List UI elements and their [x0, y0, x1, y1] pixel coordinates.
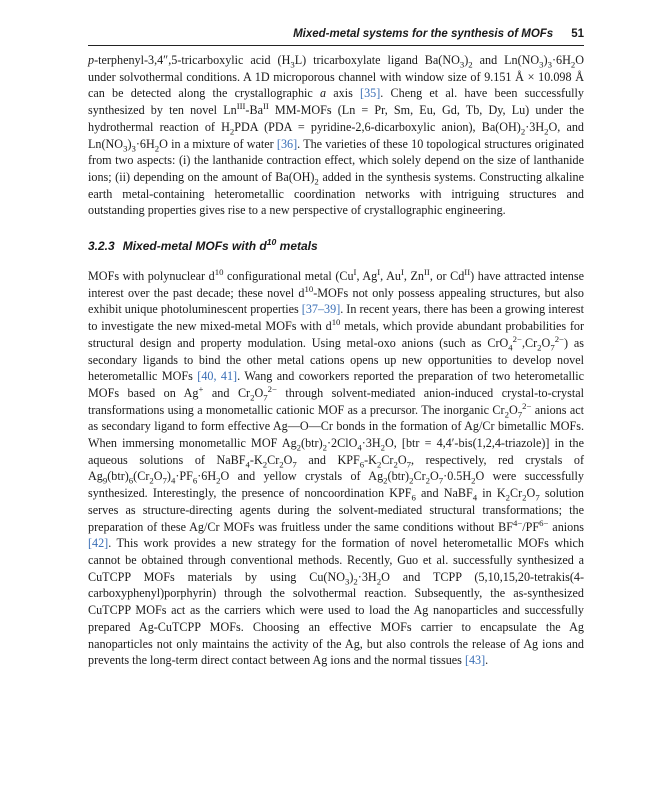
- subscript: 2: [522, 492, 527, 503]
- text-run: MOFs with polynuclear d: [88, 269, 215, 284]
- text-run: ·6H: [197, 469, 217, 484]
- subscript: 6: [192, 475, 198, 486]
- subscript: 2: [468, 59, 473, 70]
- subscript: 4: [170, 475, 176, 486]
- subscript: 7: [406, 459, 411, 470]
- text-run: . The varieties of these 10 topological structures originated from two aspects: (i) the lanthanide contraction effect, which solely depend on the size of lanthanide ions; (ii) depending on the amount of Ba(OH): [88, 136, 584, 184]
- text-run: ): [166, 469, 171, 484]
- text-run: a: [320, 86, 327, 101]
- text-run: solution serves as structure-directing agents during the solvent-mediated structural transformations; the preparation of these Ag/Cr MOFs was fruitless under the same conditions without BF: [88, 486, 584, 534]
- text-run: configurational metal (Cu: [223, 269, 354, 284]
- text-run: -K: [364, 452, 377, 467]
- subscript: 2: [296, 442, 302, 453]
- subscript: 9: [102, 475, 108, 486]
- running-title: Mixed-metal systems for the synthesis of MOFs: [293, 28, 554, 40]
- section-heading: [88, 238, 584, 254]
- text-run: O and TCPP (5,10,15,20-tetrakis(4-carboxyphenyl)porphyrin) through the solvothermal reaction. Subsequently, the as-synthesized CuTCPP MOFs act as the carriers which were used to load the Ag nanoparticles and successfully prepared Ag-CuTCPP MOFs. Choosing an effective MOFs carrier to encapsulate the Ag nanoparticles not only maintains the activity of the Ag, but also controls the release of Ag ions and prevents the long-term direct contact between Ag ions and the normal tissues: [88, 569, 584, 668]
- text-run: O under solvothermal conditions. A 1D microporous channel with window size of 9.151 Å × 10.098 Å can be detected along the crystallographic: [88, 53, 585, 101]
- superscript: III: [236, 101, 246, 112]
- section-number: 3.2.3: [88, 239, 115, 254]
- text-run: ) as secondary ligands to bind the other metal cations opens up new opportunities to develop novel heterometallic MOFs: [88, 335, 584, 384]
- subscript: 7: [263, 392, 268, 403]
- running-header: [88, 28, 584, 46]
- subscript: 4: [245, 459, 250, 470]
- subscript: 3: [290, 59, 295, 70]
- subscript: 7: [438, 475, 444, 486]
- reference-link[interactable]: [36]: [276, 136, 298, 151]
- superscript: 10: [304, 283, 314, 294]
- superscript: 4−: [512, 517, 523, 528]
- subscript: 2: [322, 442, 327, 453]
- text-run: ,Cr: [521, 335, 538, 350]
- text-run: axis: [326, 86, 361, 101]
- subscript: 4: [508, 342, 513, 353]
- subscript: 3: [345, 576, 350, 587]
- text-run: ·3H: [361, 436, 381, 451]
- subscript: 2: [425, 475, 430, 486]
- section-title-suffix: metals: [276, 239, 318, 254]
- text-run: ·6H: [135, 136, 155, 151]
- text-run: in K: [477, 486, 506, 501]
- superscript: 6−: [539, 517, 549, 528]
- superscript: 2−: [554, 333, 564, 344]
- text-run: and NaBF: [415, 486, 473, 501]
- text-run: O: [397, 452, 407, 467]
- text-run: O, and Ln(NO: [88, 119, 584, 151]
- text-run: O were successfully synthesized. Interestingly, the presence of noncoordination KPF: [88, 469, 584, 501]
- text-run: ·3H: [525, 119, 545, 134]
- text-run: ·PF: [175, 469, 193, 484]
- reference-link[interactable]: [37–39]: [301, 302, 341, 317]
- text-run: O: [254, 385, 264, 400]
- text-run: O in a mixture of water: [159, 136, 277, 151]
- text-run: -MOFs not only possess appealing structures, but also exhibit unique photoluminescent properties: [88, 285, 584, 317]
- text-run: O and yellow crystals of Ag: [220, 469, 384, 484]
- text-run: , or Cd: [429, 269, 465, 284]
- superscript: 2−: [267, 383, 277, 394]
- superscript: I: [400, 266, 404, 277]
- text-run: O: [541, 335, 551, 350]
- text-run: Cr: [510, 486, 523, 501]
- text-run: O: [153, 469, 163, 484]
- subscript: 3: [539, 59, 544, 70]
- reference-link[interactable]: [40, 41]: [197, 369, 238, 384]
- text-run: ·0.5H: [443, 469, 472, 484]
- superscript: 2−: [512, 333, 522, 344]
- paragraph-main: [88, 268, 584, 669]
- subscript: 2: [149, 475, 154, 486]
- text-run: anions: [548, 519, 584, 534]
- text-run: Cr: [413, 469, 426, 484]
- subscript: 2: [505, 492, 511, 503]
- text-run: .: [485, 653, 489, 668]
- subscript: 6: [411, 492, 416, 503]
- text-run: MM-MOFs (Ln = Pr, Sm, Eu, Gd, Tb, Dy, Lu) under the hydrothermal reaction of H: [88, 103, 584, 134]
- superscript: 10: [331, 317, 341, 328]
- page: [88, 28, 584, 669]
- text-run: , Au: [380, 269, 401, 284]
- subscript: 2: [314, 176, 319, 187]
- subscript: 2: [154, 142, 160, 153]
- text-run: , respectively, red crystals of Ag: [88, 452, 585, 484]
- page-number: 51: [571, 28, 584, 40]
- superscript: 2−: [522, 400, 532, 411]
- text-run: (btr): [301, 436, 323, 451]
- subscript: 7: [292, 459, 297, 470]
- reference-link[interactable]: [35]: [360, 86, 381, 101]
- subscript: 7: [535, 492, 540, 503]
- text-run: added in the synthesis systems. Constructing alkaline earth metal-containing heterometallic coordination networks with intriguing structures and outstanding properties gives rise to a new perspective of crystallographic engineering.: [88, 169, 584, 218]
- subscript: 2: [537, 342, 542, 353]
- subscript: 2: [471, 475, 476, 486]
- paragraph-intro: [88, 52, 584, 219]
- subscript: 2: [544, 126, 549, 137]
- subscript: 2: [570, 59, 576, 70]
- superscript: 10: [214, 266, 224, 277]
- text-run: , Zn: [403, 269, 424, 284]
- subscript: 2: [409, 475, 414, 486]
- subscript: 2: [393, 459, 398, 470]
- reference-link[interactable]: [43]: [464, 653, 486, 668]
- subscript: 2: [250, 392, 255, 403]
- section-title: Mixed-metal MOFs with d: [122, 239, 267, 254]
- text-run: metals, which provide abundant probabilities for structural design and property modulation. Using metal-oxo anions (such as CrO: [88, 319, 585, 350]
- subscript: 4: [472, 492, 478, 503]
- superscript: II: [423, 266, 430, 277]
- text-run: O, [btr = 4,4′-bis(1,2,4-triazole)] in the aqueous solutions of NaBF: [88, 436, 584, 467]
- text-run: ) have attracted intense interest over the past decade; these novel d: [88, 269, 584, 300]
- text-run: . This work provides a new strategy for the formation of novel heterometallic MOFs which cannot be obtained through conventional methods. Recently, Guo et al. successfully synthesized a CuTCPP MOFs materials by using Cu(NO: [88, 536, 584, 584]
- text-run: (btr): [387, 469, 410, 484]
- text-run: O: [430, 469, 439, 484]
- text-run: . Cheng et al. have been successfully synthesized by ten novel Ln: [88, 86, 584, 118]
- text-run: and Ln(NO: [472, 53, 540, 67]
- text-run: p: [88, 53, 95, 67]
- subscript: 2: [380, 442, 385, 453]
- text-run: O: [508, 402, 518, 417]
- text-run: . In recent years, there has been a growing interest to investigate the new mixed-metal MOFs with d: [88, 302, 584, 334]
- subscript: 6: [128, 475, 134, 486]
- superscript: II: [262, 101, 269, 112]
- text-run: Cr: [267, 452, 280, 467]
- text-run: ): [543, 53, 548, 67]
- text-run: and KPF: [296, 452, 360, 467]
- text-run: ): [127, 136, 132, 151]
- text-run: -Ba: [245, 103, 263, 118]
- superscript: II: [464, 266, 471, 277]
- text-run: , Ag: [356, 269, 378, 284]
- subscript: 2: [353, 576, 358, 587]
- text-run: (btr): [107, 469, 129, 484]
- text-run: ·2ClO: [327, 436, 358, 451]
- subscript: 3: [547, 59, 552, 70]
- section-title-sup: 10: [266, 237, 277, 248]
- subscript: 7: [550, 342, 555, 353]
- text-run: -K: [249, 452, 263, 467]
- text-run: anions act as secondary ligand to form effective Ag—O—Cr bonds in the formation of Ag/Cr bimetallic MOFs. When immersing monometallic MOF Ag: [88, 402, 584, 451]
- subscript: 2: [262, 459, 268, 470]
- subscript: 2: [279, 459, 284, 470]
- subscript: 3: [459, 59, 465, 70]
- subscript: 3: [131, 142, 136, 153]
- text-run: -terphenyl-3,4″,5-tricarboxylic acid (H: [94, 53, 291, 67]
- text-run: ): [464, 53, 469, 67]
- text-run: O: [283, 452, 293, 467]
- subscript: 2: [504, 409, 509, 420]
- subscript: 6: [359, 459, 365, 470]
- text-run: L) tricarboxylate ligand Ba(NO: [294, 53, 460, 67]
- subscript: 2: [376, 459, 382, 470]
- superscript: I: [377, 266, 381, 277]
- text-run: ·3H: [357, 569, 377, 584]
- subscript: 7: [162, 475, 167, 486]
- subscript: 2: [376, 576, 382, 587]
- text-run: ): [349, 569, 354, 584]
- subscript: 2: [383, 475, 388, 486]
- superscript: I: [353, 266, 357, 277]
- text-run: /PF: [522, 519, 540, 534]
- text-run: (Cr: [133, 469, 150, 484]
- text-run: PDA (PDA = pyridine-2,6-dicarboxylic anion), Ba(OH): [234, 119, 521, 134]
- text-run: ·6H: [551, 53, 571, 67]
- text-run: through solvent-mediated anion-induced crystal-to-crystal transformations using a monometallic cationic MOF as a precursor. The inorganic Cr: [88, 385, 584, 417]
- reference-link[interactable]: [42]: [88, 536, 109, 551]
- subscript: 4: [357, 442, 362, 453]
- subscript: 2: [520, 126, 526, 137]
- text-run: and Cr: [203, 385, 251, 400]
- subscript: 7: [517, 409, 523, 420]
- subscript: 2: [229, 126, 235, 137]
- superscript: +: [198, 383, 204, 394]
- subscript: 2: [216, 475, 221, 486]
- text-run: O: [526, 486, 536, 501]
- subscript: 3: [123, 142, 128, 153]
- text-run: Cr: [381, 452, 394, 467]
- text-run: . Wang and coworkers reported the preparation of two heterometallic MOFs based on Ag: [88, 369, 585, 400]
